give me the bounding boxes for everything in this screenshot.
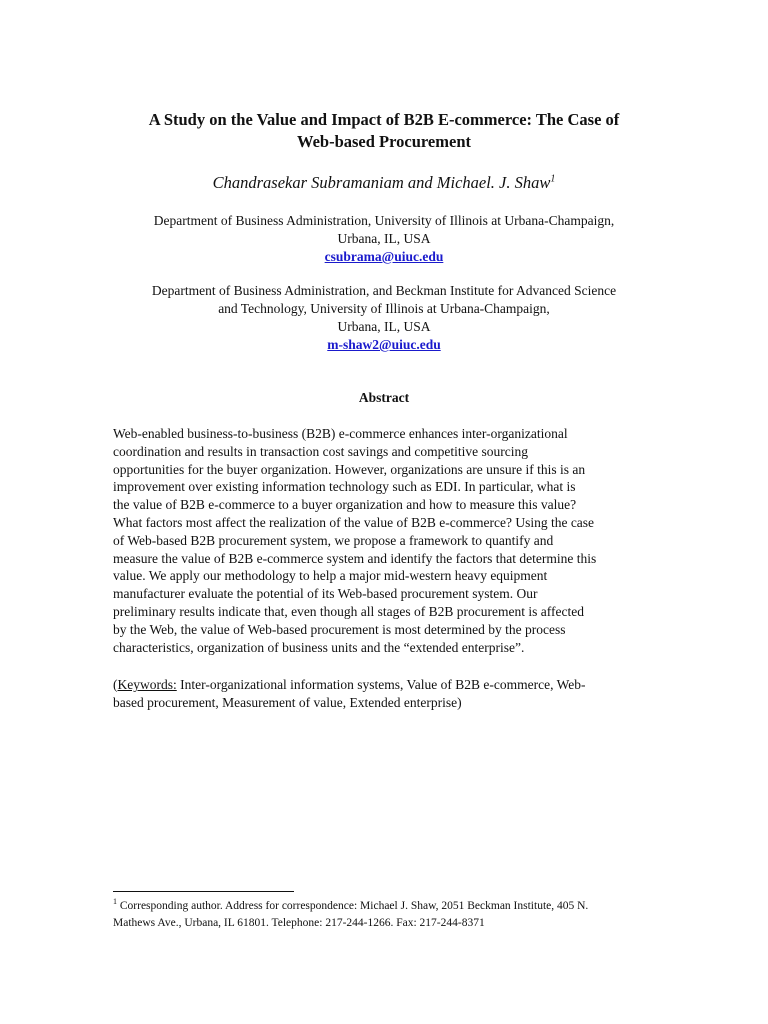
abstract-line: measure the value of B2B e-commerce system and identify the factors that determine this xyxy=(113,550,597,566)
author-names: Chandrasekar Subramaniam and Michael. J. Shaw xyxy=(212,173,551,192)
paper-title-line-1: A Study on the Value and Impact of B2B E-commerce: The Case of xyxy=(148,110,620,129)
affiliation-2-line-1: Department of Business Administration, and Beckman Institute for Advanced Science xyxy=(151,283,617,298)
abstract-line: What factors most affect the realization of the value of B2B e-commerce? Using the case xyxy=(113,514,595,530)
author-1-email-link[interactable]: csubrama@uiuc.edu xyxy=(324,249,444,264)
abstract-line: by the Web, the value of Web-based procurement is most determined by the process xyxy=(113,621,566,637)
abstract-line: of Web-based B2B procurement system, we propose a framework to quantify and xyxy=(113,532,554,548)
footnote-line-1: Corresponding author. Address for correspondence: Michael J. Shaw, 2051 Beckman Institute, 405 N. xyxy=(117,900,589,912)
footnote-divider xyxy=(113,891,294,892)
keywords-block xyxy=(113,676,653,712)
abstract-line: Web-enabled business-to-business (B2B) e-commerce enhances inter-organizational xyxy=(113,426,568,441)
abstract-line: improvement over existing information technology such as EDI. In particular, what is xyxy=(113,479,576,495)
paper-title-line-2: Web-based Procurement xyxy=(297,132,471,151)
abstract-line: characteristics, organization of business units and the “extended enterprise”. xyxy=(113,639,525,655)
paper-title xyxy=(60,109,708,153)
affiliation-1-line-2: Urbana, IL, USA xyxy=(337,231,431,246)
abstract-heading: Abstract xyxy=(358,390,410,405)
abstract-line: preliminary results indicate that, even though all stages of B2B procurement is affected xyxy=(113,603,584,619)
abstract-line: opportunities for the buyer organization. However, organizations are unsure if this is an xyxy=(113,461,586,477)
footnote-line-2: Mathews Ave., Urbana, IL 61801. Telephone: 217-244-1266. Fax: 217-244-8371 xyxy=(113,917,485,929)
keywords-text-line-1: Inter-organizational information systems, Value of B2B e-commerce, Web- xyxy=(176,677,586,692)
affiliation-1-line-1: Department of Business Administration, University of Illinois at Urbana-Champaign, xyxy=(153,213,615,228)
abstract-line: coordination and results in transaction cost savings and competitive sourcing xyxy=(113,443,529,459)
footnote xyxy=(113,898,673,932)
keywords-label: Keywords: xyxy=(117,677,177,692)
abstract-line: manufacturer evaluate the potential of its Web-based procurement system. Our xyxy=(113,586,538,602)
affiliation-2-line-2: and Technology, University of Illinois at Urbana-Champaign, xyxy=(218,301,550,316)
keywords-open-paren: ( xyxy=(113,677,118,692)
abstract-line: the value of B2B e-commerce to a buyer organization and how to measure this value? xyxy=(113,497,577,513)
author-footnote-mark: 1 xyxy=(550,173,556,185)
affiliation-2 xyxy=(60,282,708,354)
affiliation-1 xyxy=(60,212,708,266)
footnote-mark: 1 xyxy=(113,897,117,907)
abstract-line: value. We apply our methodology to help a major mid-western heavy equipment xyxy=(113,568,548,584)
abstract-body xyxy=(113,425,653,656)
author-2-email-link[interactable]: m-shaw2@uiuc.edu xyxy=(327,337,441,352)
affiliation-2-line-3: Urbana, IL, USA xyxy=(337,319,431,334)
author-list xyxy=(60,172,708,194)
keywords-text-line-2: based procurement, Measurement of value, Extended enterprise) xyxy=(113,694,462,710)
